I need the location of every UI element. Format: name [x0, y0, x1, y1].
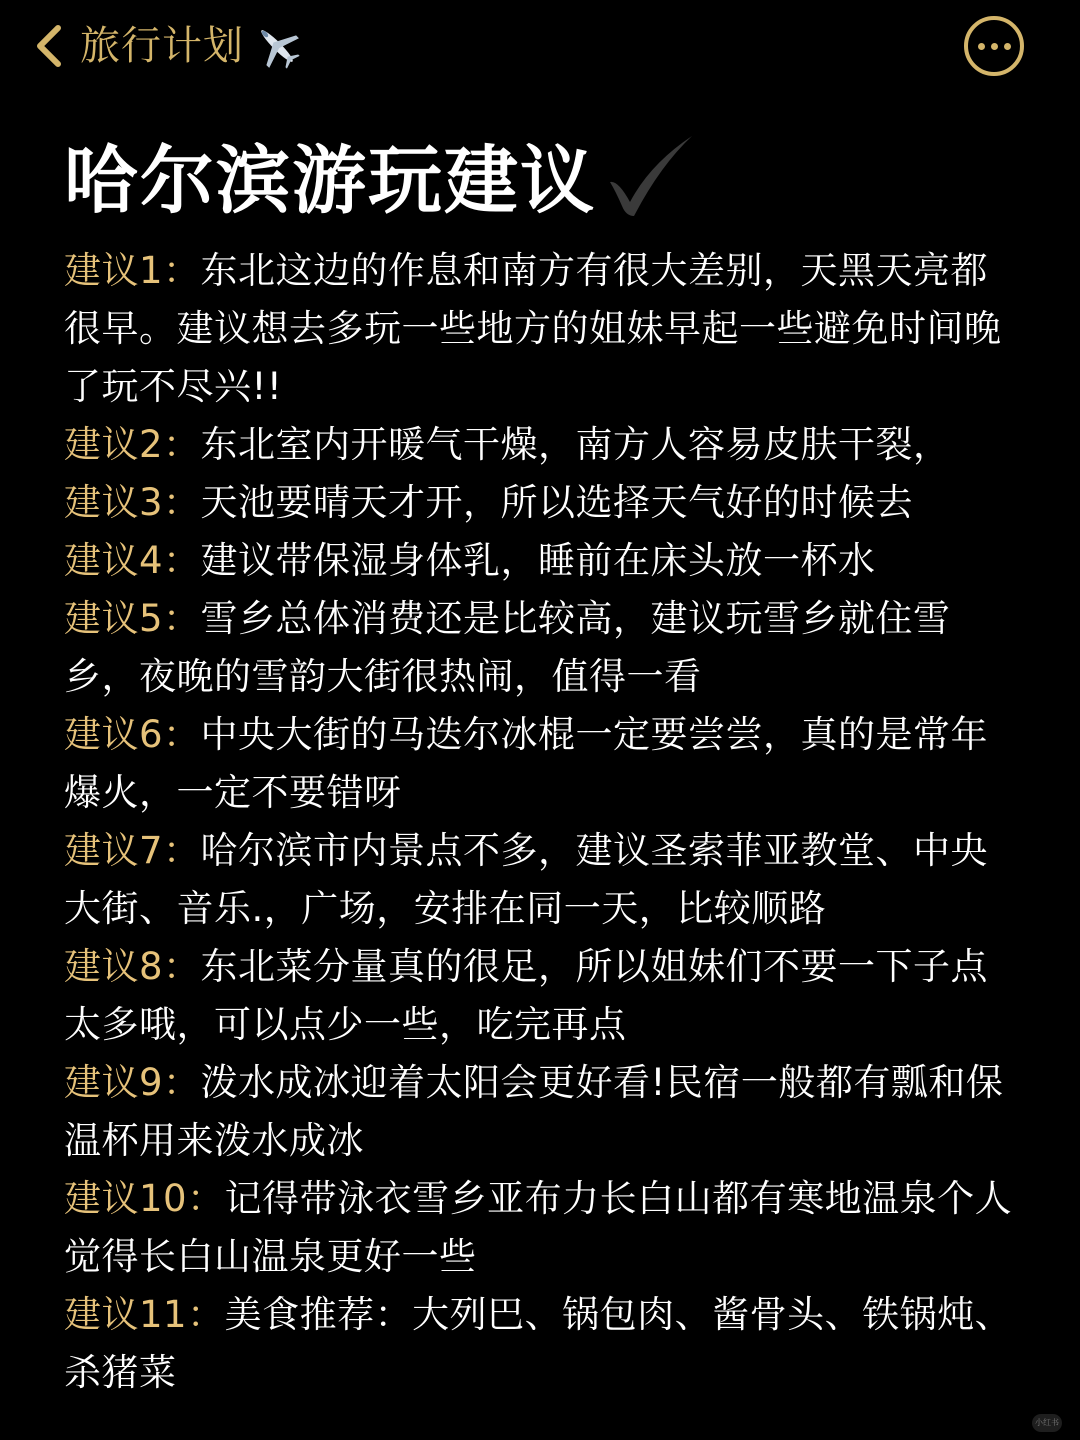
chevron-left-icon [28, 18, 70, 74]
tip-text: 泼水成冰迎着太阳会更好看!民宿一般都有瓢和保温杯用来泼水成冰 [64, 1061, 1004, 1162]
watermark-logo: 小红书 [1032, 1414, 1062, 1432]
tip-text: 中央大街的马迭尔冰棍一定要尝尝，真的是常年爆火，一定不要错呀 [64, 713, 989, 814]
check-mark-icon [600, 130, 700, 220]
tip-item [64, 532, 1014, 590]
page-heading [64, 120, 700, 230]
more-dot [1004, 43, 1011, 50]
tip-text: 哈尔滨市内景点不多，建议圣索菲亚教堂、中央大街、音乐.，广场，安排在同一天，比较顺路 [64, 829, 989, 930]
tip-text: 记得带泳衣雪乡亚布力长白山都有寒地温泉个人觉得长白山温泉更好一些 [64, 1177, 1013, 1278]
tip-item [64, 1286, 1014, 1402]
tip-label: 建议2： [64, 423, 201, 466]
tip-label: 建议8： [64, 945, 201, 988]
more-options-button[interactable] [964, 16, 1024, 76]
more-dot [991, 43, 998, 50]
tip-item [64, 822, 1014, 938]
tip-label: 建议3： [64, 481, 201, 524]
airplane-icon [250, 19, 304, 73]
tip-label: 建议7： [64, 829, 201, 872]
tip-text: 东北这边的作息和南方有很大差别，天黑天亮都很早。建议想去多玩一些地方的姐妹早起一些避免时间晚了玩不尽兴!! [64, 249, 1002, 408]
tip-text: 东北室内开暖气干燥，南方人容易皮肤干裂， [200, 423, 951, 466]
tip-item [64, 1170, 1014, 1286]
tip-item [64, 938, 1014, 1054]
back-button[interactable] [28, 18, 304, 74]
tip-item [64, 474, 1014, 532]
tip-label: 建议5： [64, 597, 201, 640]
tip-item [64, 1054, 1014, 1170]
tip-text: 美食推荐：大列巴、锅包肉、酱骨头、铁锅炖、杀猪菜 [64, 1293, 1013, 1394]
heading-title: 哈尔滨游玩建议 [64, 138, 596, 224]
tip-item [64, 590, 1014, 706]
tip-label: 建议9： [64, 1061, 201, 1104]
tip-text: 天池要晴天才开，所以选择天气好的时候去 [200, 481, 914, 524]
tip-text: 雪乡总体消费还是比较高，建议玩雪乡就住雪乡，夜晚的雪韵大街很热闹，值得一看 [64, 597, 951, 698]
tips-list [64, 242, 1014, 1402]
tip-label: 建议1： [64, 249, 201, 292]
tip-label: 建议4： [64, 539, 201, 582]
top-navigation-bar [0, 0, 1080, 96]
tip-label: 建议10： [64, 1177, 225, 1220]
tip-item [64, 706, 1014, 822]
tip-item [64, 242, 1014, 416]
more-dot [978, 43, 985, 50]
tip-label: 建议6： [64, 713, 201, 756]
tip-text: 建议带保湿身体乳，睡前在床头放一杯水 [200, 539, 876, 582]
tip-item [64, 416, 1014, 474]
nav-title: 旅行计划 [80, 23, 244, 69]
tip-text: 东北菜分量真的很足，所以姐妹们不要一下子点太多哦，可以点少一些，吃完再点 [64, 945, 989, 1046]
tip-label: 建议11： [64, 1293, 225, 1336]
